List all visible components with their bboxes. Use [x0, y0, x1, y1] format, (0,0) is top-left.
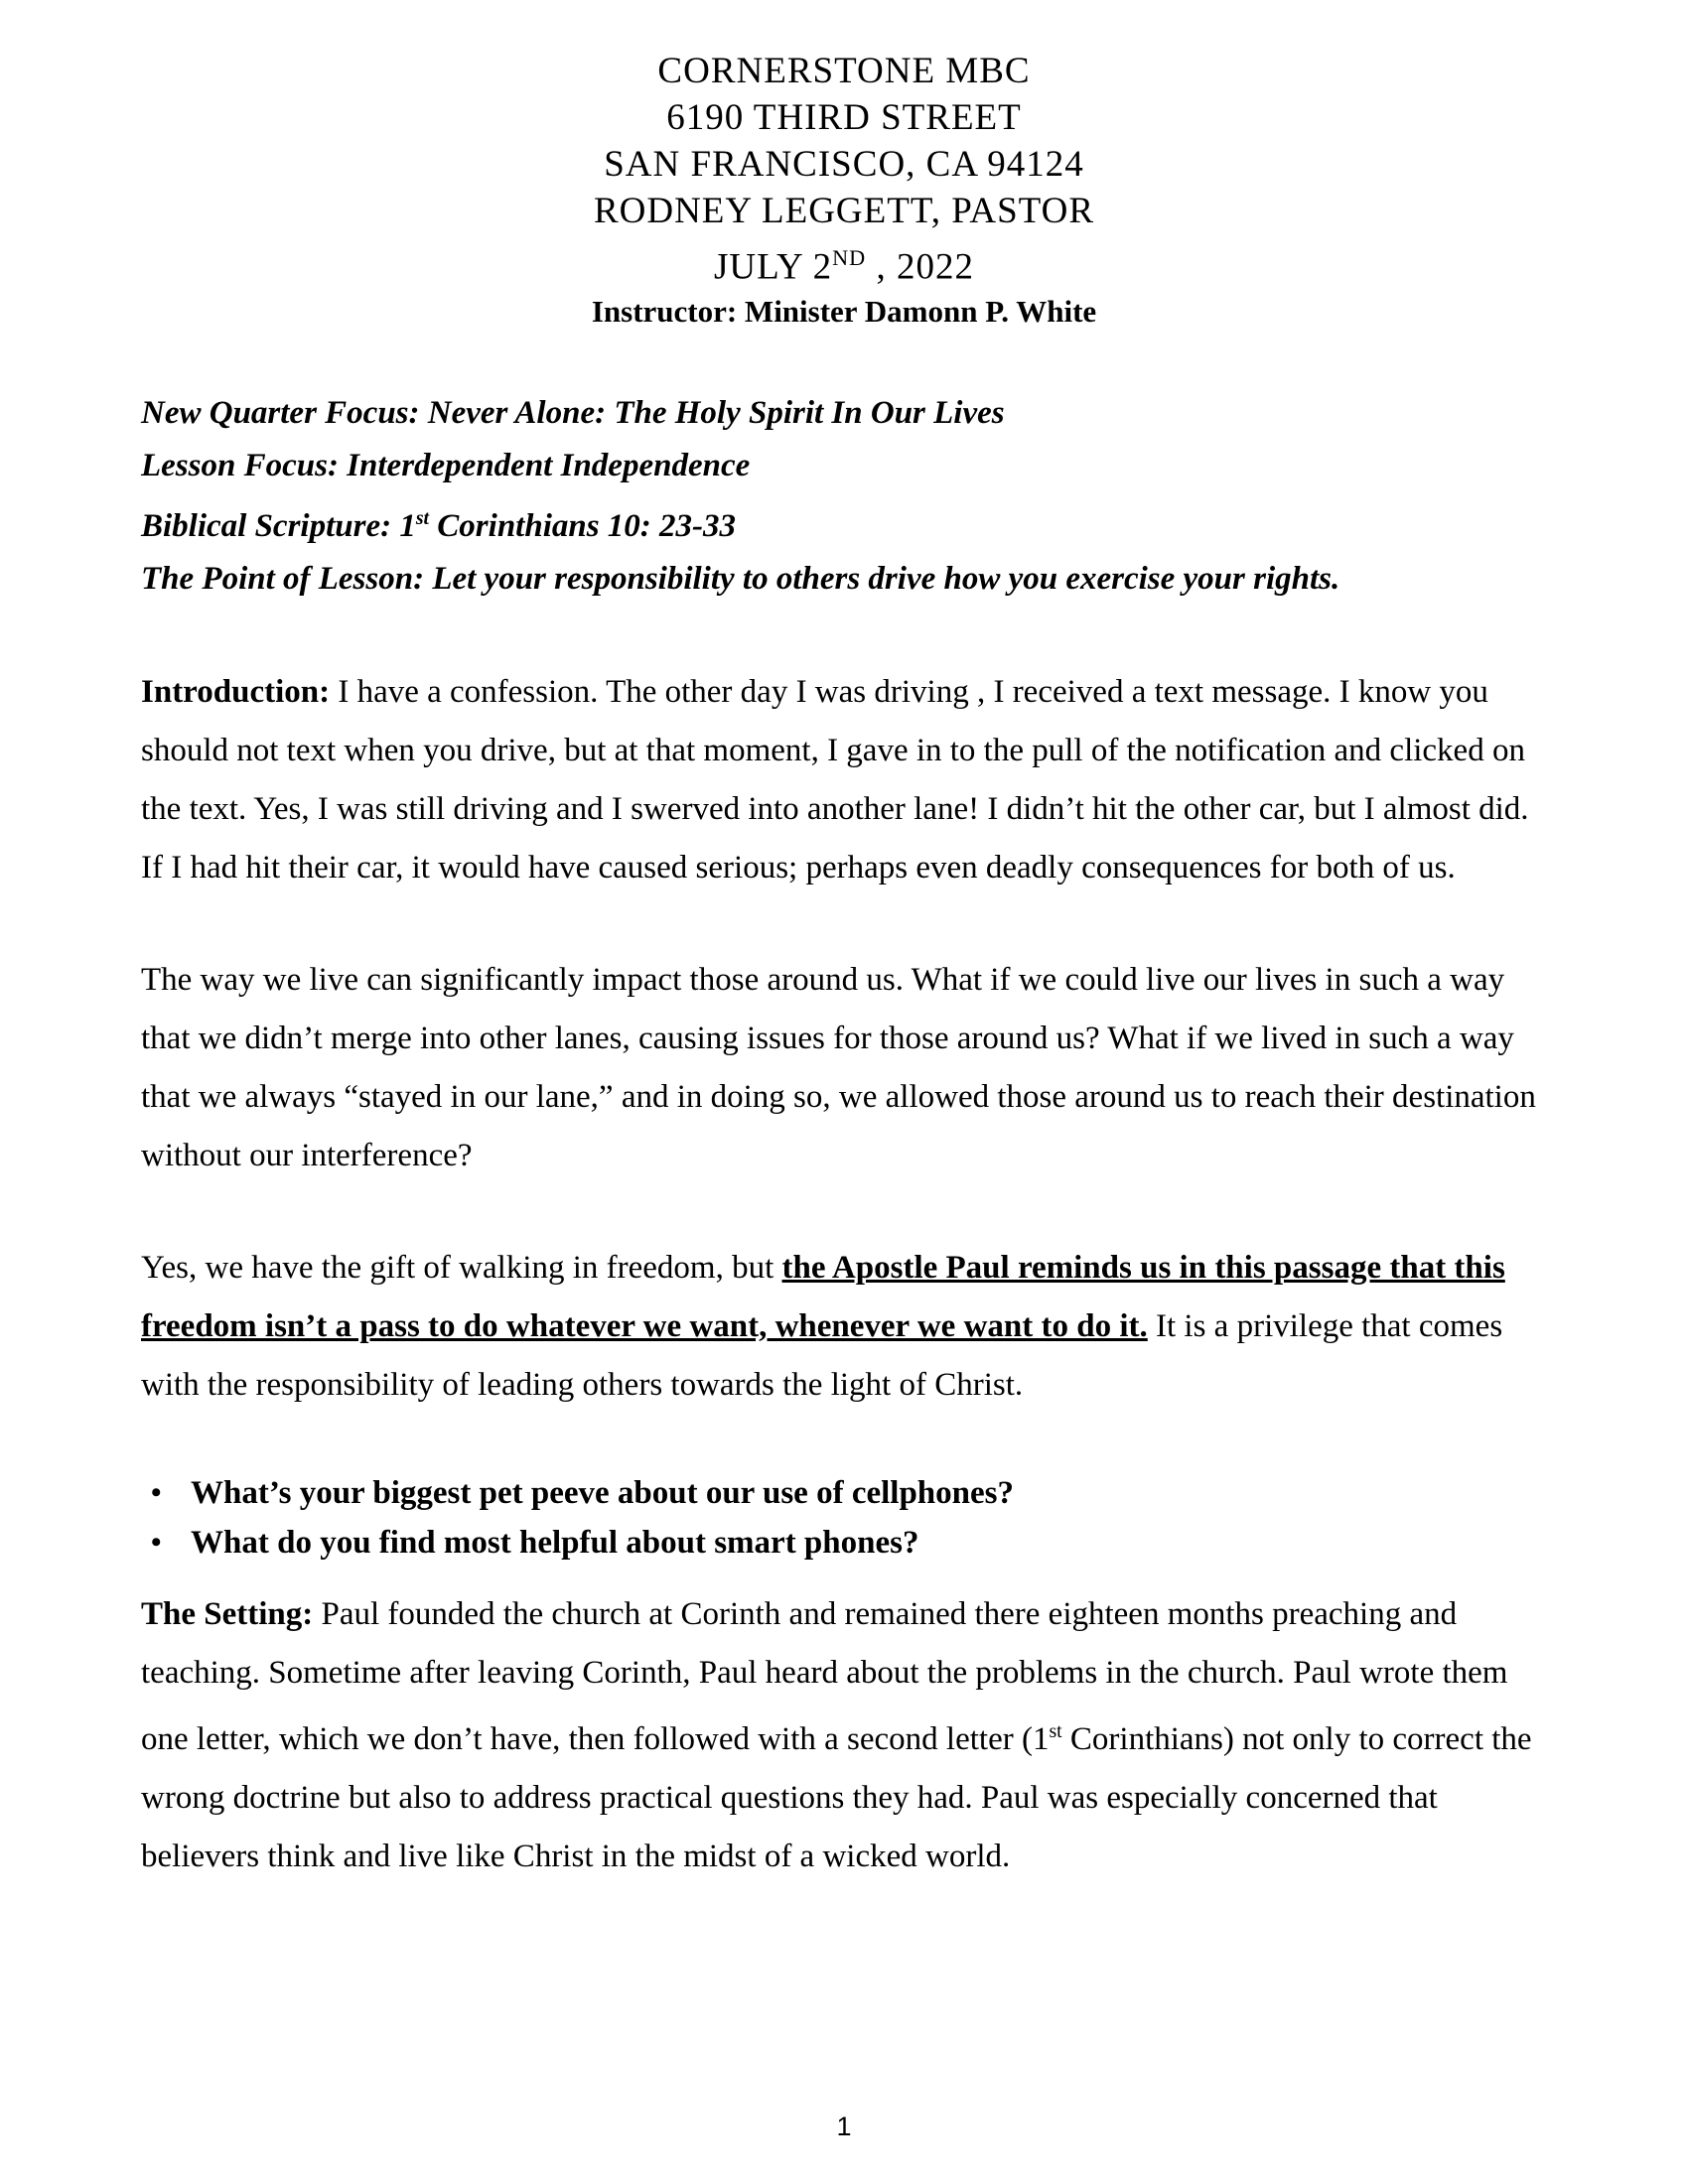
setting-text-2: Corinthians) not only to correct the wrong doctrine but also to address practical questions they had. Paul was especially concerned that believers think and live like Christ in the midst of a wicked world.	[141, 1721, 1532, 1875]
setting-label: The Setting:	[141, 1596, 314, 1633]
bullet-question-smartphones: What do you find most helpful about smart phones?	[191, 1525, 919, 1562]
header-street: 6190 THIRD STREET	[666, 97, 1022, 138]
scripture-pre: Biblical Scripture: 1	[141, 508, 416, 545]
scripture-superscript: st	[415, 507, 430, 530]
focus-scripture	[141, 492, 1547, 553]
paragraph-freedom	[141, 1239, 1547, 1415]
bullet-icon: •	[151, 1476, 162, 1510]
lesson-focus-block	[141, 387, 1547, 606]
setting-superscript: st	[1049, 1720, 1062, 1743]
setting-text-1: Paul founded the church at Corinth and remained there eighteen months preaching and teaching. Sometime after leaving Corinth, Paul heard about the problems in the church. Paul wrote them one letter, which we don’t have, then followed with a second letter (1	[141, 1596, 1508, 1758]
instructor-line: Instructor: Minister Damonn P. White	[591, 294, 1097, 330]
impact-text: The way we live can significantly impact those around us. What if we could live our lives in such a way that we didn’t merge into other lanes, causing issues for those around us? What if we lived in such a way that we always “stayed in our lane,” and in doing so, we allowed those around us to reach their destination without our interference?	[141, 962, 1536, 1174]
document-header	[141, 48, 1547, 334]
date-superscript: ND	[832, 245, 867, 270]
date-post: , 2022	[866, 246, 974, 288]
focus-lesson: Lesson Focus: Interdependent Independence	[141, 448, 751, 484]
discussion-questions	[151, 1468, 1547, 1568]
page-number: 1	[836, 2112, 852, 2141]
freedom-pre: Yes, we have the gift of walking in freedom, but	[141, 1250, 782, 1287]
header-city: SAN FRANCISCO, CA 94124	[604, 144, 1084, 185]
scripture-post: Corinthians 10: 23-33	[429, 508, 737, 545]
introduction-label: Introduction:	[141, 674, 331, 711]
header-date	[141, 234, 1547, 290]
header-pastor: RODNEY LEGGETT, PASTOR	[593, 191, 1095, 231]
bullet-item	[151, 1468, 1547, 1518]
freedom-post: It is a privilege that comes with the responsibility of leading others towards the light of Christ.	[141, 1308, 1503, 1404]
paragraph-introduction	[141, 663, 1547, 897]
bullet-item	[151, 1518, 1547, 1568]
freedom-emphasis: the Apostle Paul reminds us in this passage that this freedom isn’t a pass to do whatever we want, whenever we want to do it.	[141, 1250, 1505, 1345]
paragraph-impact	[141, 951, 1547, 1185]
bullet-icon: •	[151, 1526, 162, 1560]
header-church-name: CORNERSTONE MBC	[657, 51, 1031, 91]
date-pre: JULY 2	[714, 246, 833, 288]
bullet-question-cellphones: What’s your biggest pet peeve about our use of cellphones?	[191, 1475, 1014, 1512]
focus-point: The Point of Lesson: Let your responsibility to others drive how you exercise your rights.	[141, 561, 1340, 598]
paragraph-setting	[141, 1585, 1547, 1886]
introduction-text: I have a confession. The other day I was driving , I received a text message. I know you should not text when you drive, but at that moment, I gave in to the pull of the notification and clicked on the text. Yes, I was still driving and I swerved into another lane! I didn’t hit the other car, but I almost did. If I had hit their car, it would have caused serious; perhaps even deadly consequences for both of us.	[141, 674, 1529, 887]
focus-quarter: New Quarter Focus: Never Alone: The Holy Spirit In Our Lives	[141, 395, 1005, 432]
